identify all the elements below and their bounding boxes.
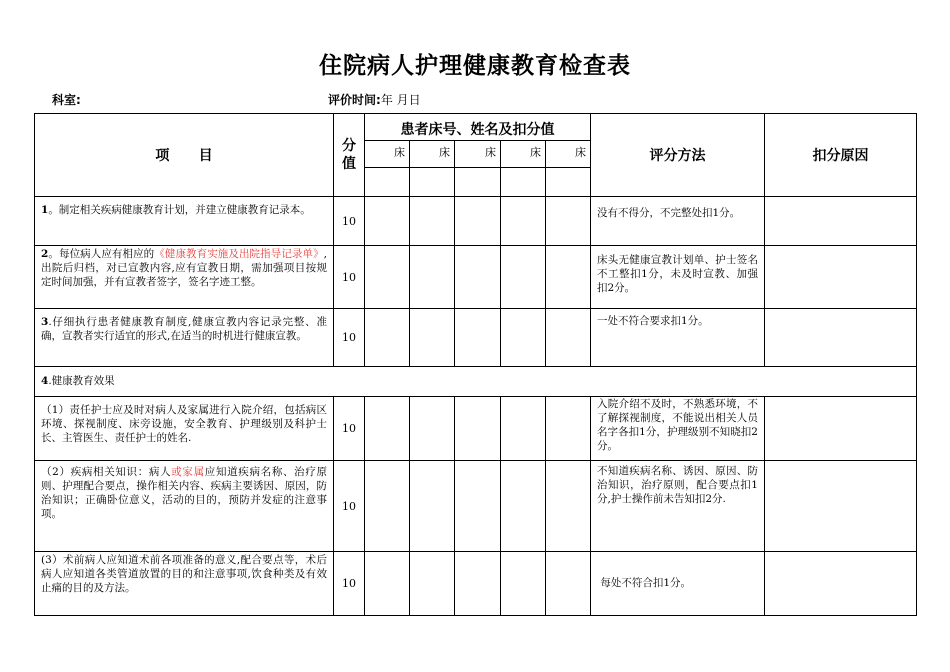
item-text: 2。每位病人应有相应的《健康教育实施及出院指导记录单》,出院后归档，对已宣教内容,应有宣教日期，需加强项目按规定时间加强，并有宣教者签字，签名字迹工整。 (35, 246, 334, 309)
method-text: 不知道疾病名称、诱因、原因、防治知识，治疗原则，配合要点扣1分,护士操作前未告知扣2分. (591, 461, 765, 552)
table-row (35, 197, 917, 246)
section-title: 4.健康教育效果 (35, 367, 917, 397)
bed-header: 床 (546, 141, 591, 168)
bed-cell (546, 168, 591, 197)
method-text: 每处不符合扣1分。 (591, 552, 765, 616)
method-text: 一处不符合要求扣1分。 (591, 309, 765, 367)
bed-header: 床 (455, 141, 501, 168)
score-value: 10 (334, 246, 365, 309)
item-text: （2）疾病相关知识：病人或家属应知道疾病名称、治疗原则、护理配合要点，操作相关内容、疾病主要诱因、原因，防治知识；正确卧位意义，活动的目的，预防并发症的注意事项。 (35, 461, 334, 552)
page-title: 住院病人护理健康教育检查表 (319, 53, 631, 79)
reason-cell (765, 552, 917, 616)
bed-header: 床 (410, 141, 455, 168)
score-value: 10 (334, 309, 365, 367)
bed-cell (365, 168, 410, 197)
header-reason: 扣分原因 (765, 114, 917, 197)
item-text: 3.仔细执行患者健康教育制度,健康宣教内容记录完整、准确，宣教者实行适宜的形式,在适当的时机进行健康宣教。 (35, 309, 334, 367)
score-value: 10 (334, 552, 365, 616)
header-patient: 患者床号、姓名及扣分值 (365, 114, 591, 141)
bed-cell (410, 168, 455, 197)
department-field (52, 91, 81, 108)
item-text: (3）术前病人应知道术前各项准备的意义,配合要点等，术后病人应知道各类管道放置的目的和注意事项,饮食种类及有效止痛的目的及方法。 (35, 552, 334, 616)
reason-cell (765, 461, 917, 552)
inspection-table (34, 113, 917, 616)
reason-cell (765, 309, 917, 367)
item-text: （1）责任护士应及时对病人及家属进行入院介绍，包括病区环境、探视制度、床旁设施，安全教育、护理级别及科护士长、主管医生、责任护士的姓名. (35, 397, 334, 461)
score-value: 10 (334, 397, 365, 461)
department-label: 科室: (52, 93, 81, 107)
section-row (35, 367, 917, 397)
header-method: 评分方法 (591, 114, 765, 197)
table-row (35, 246, 917, 309)
table-row (35, 552, 917, 616)
table-row (35, 309, 917, 367)
bed-cell (501, 168, 546, 197)
table-row (35, 397, 917, 461)
header-score: 分值 (334, 114, 365, 197)
reason-cell (765, 246, 917, 309)
header-item: 项 目 (35, 114, 334, 197)
reason-cell (765, 197, 917, 246)
evaluation-time-label: 评价时间: (328, 93, 381, 107)
bed-cell (455, 168, 501, 197)
evaluation-time-field (328, 91, 421, 108)
score-value: 10 (334, 197, 365, 246)
method-text: 没有不得分，不完整处扣1分。 (591, 197, 765, 246)
reason-cell (765, 397, 917, 461)
evaluation-time-value: 年 月日 (380, 93, 421, 107)
item-text: 1。制定相关疾病健康教育计划，并建立健康教育记录本。 (35, 197, 334, 246)
score-value: 10 (334, 461, 365, 552)
table-row (35, 461, 917, 552)
bed-header: 床 (365, 141, 410, 168)
method-text: 床头无健康宣教计划单、护士签名不工整扣1分，未及时宣教、加强扣2分。 (591, 246, 765, 309)
method-text: 入院介绍不及时，不熟悉环境，不了解探视制度，不能说出相关人员名字各扣1分，护理级别不知晓扣2分。 (591, 397, 765, 461)
bed-header: 床 (501, 141, 546, 168)
